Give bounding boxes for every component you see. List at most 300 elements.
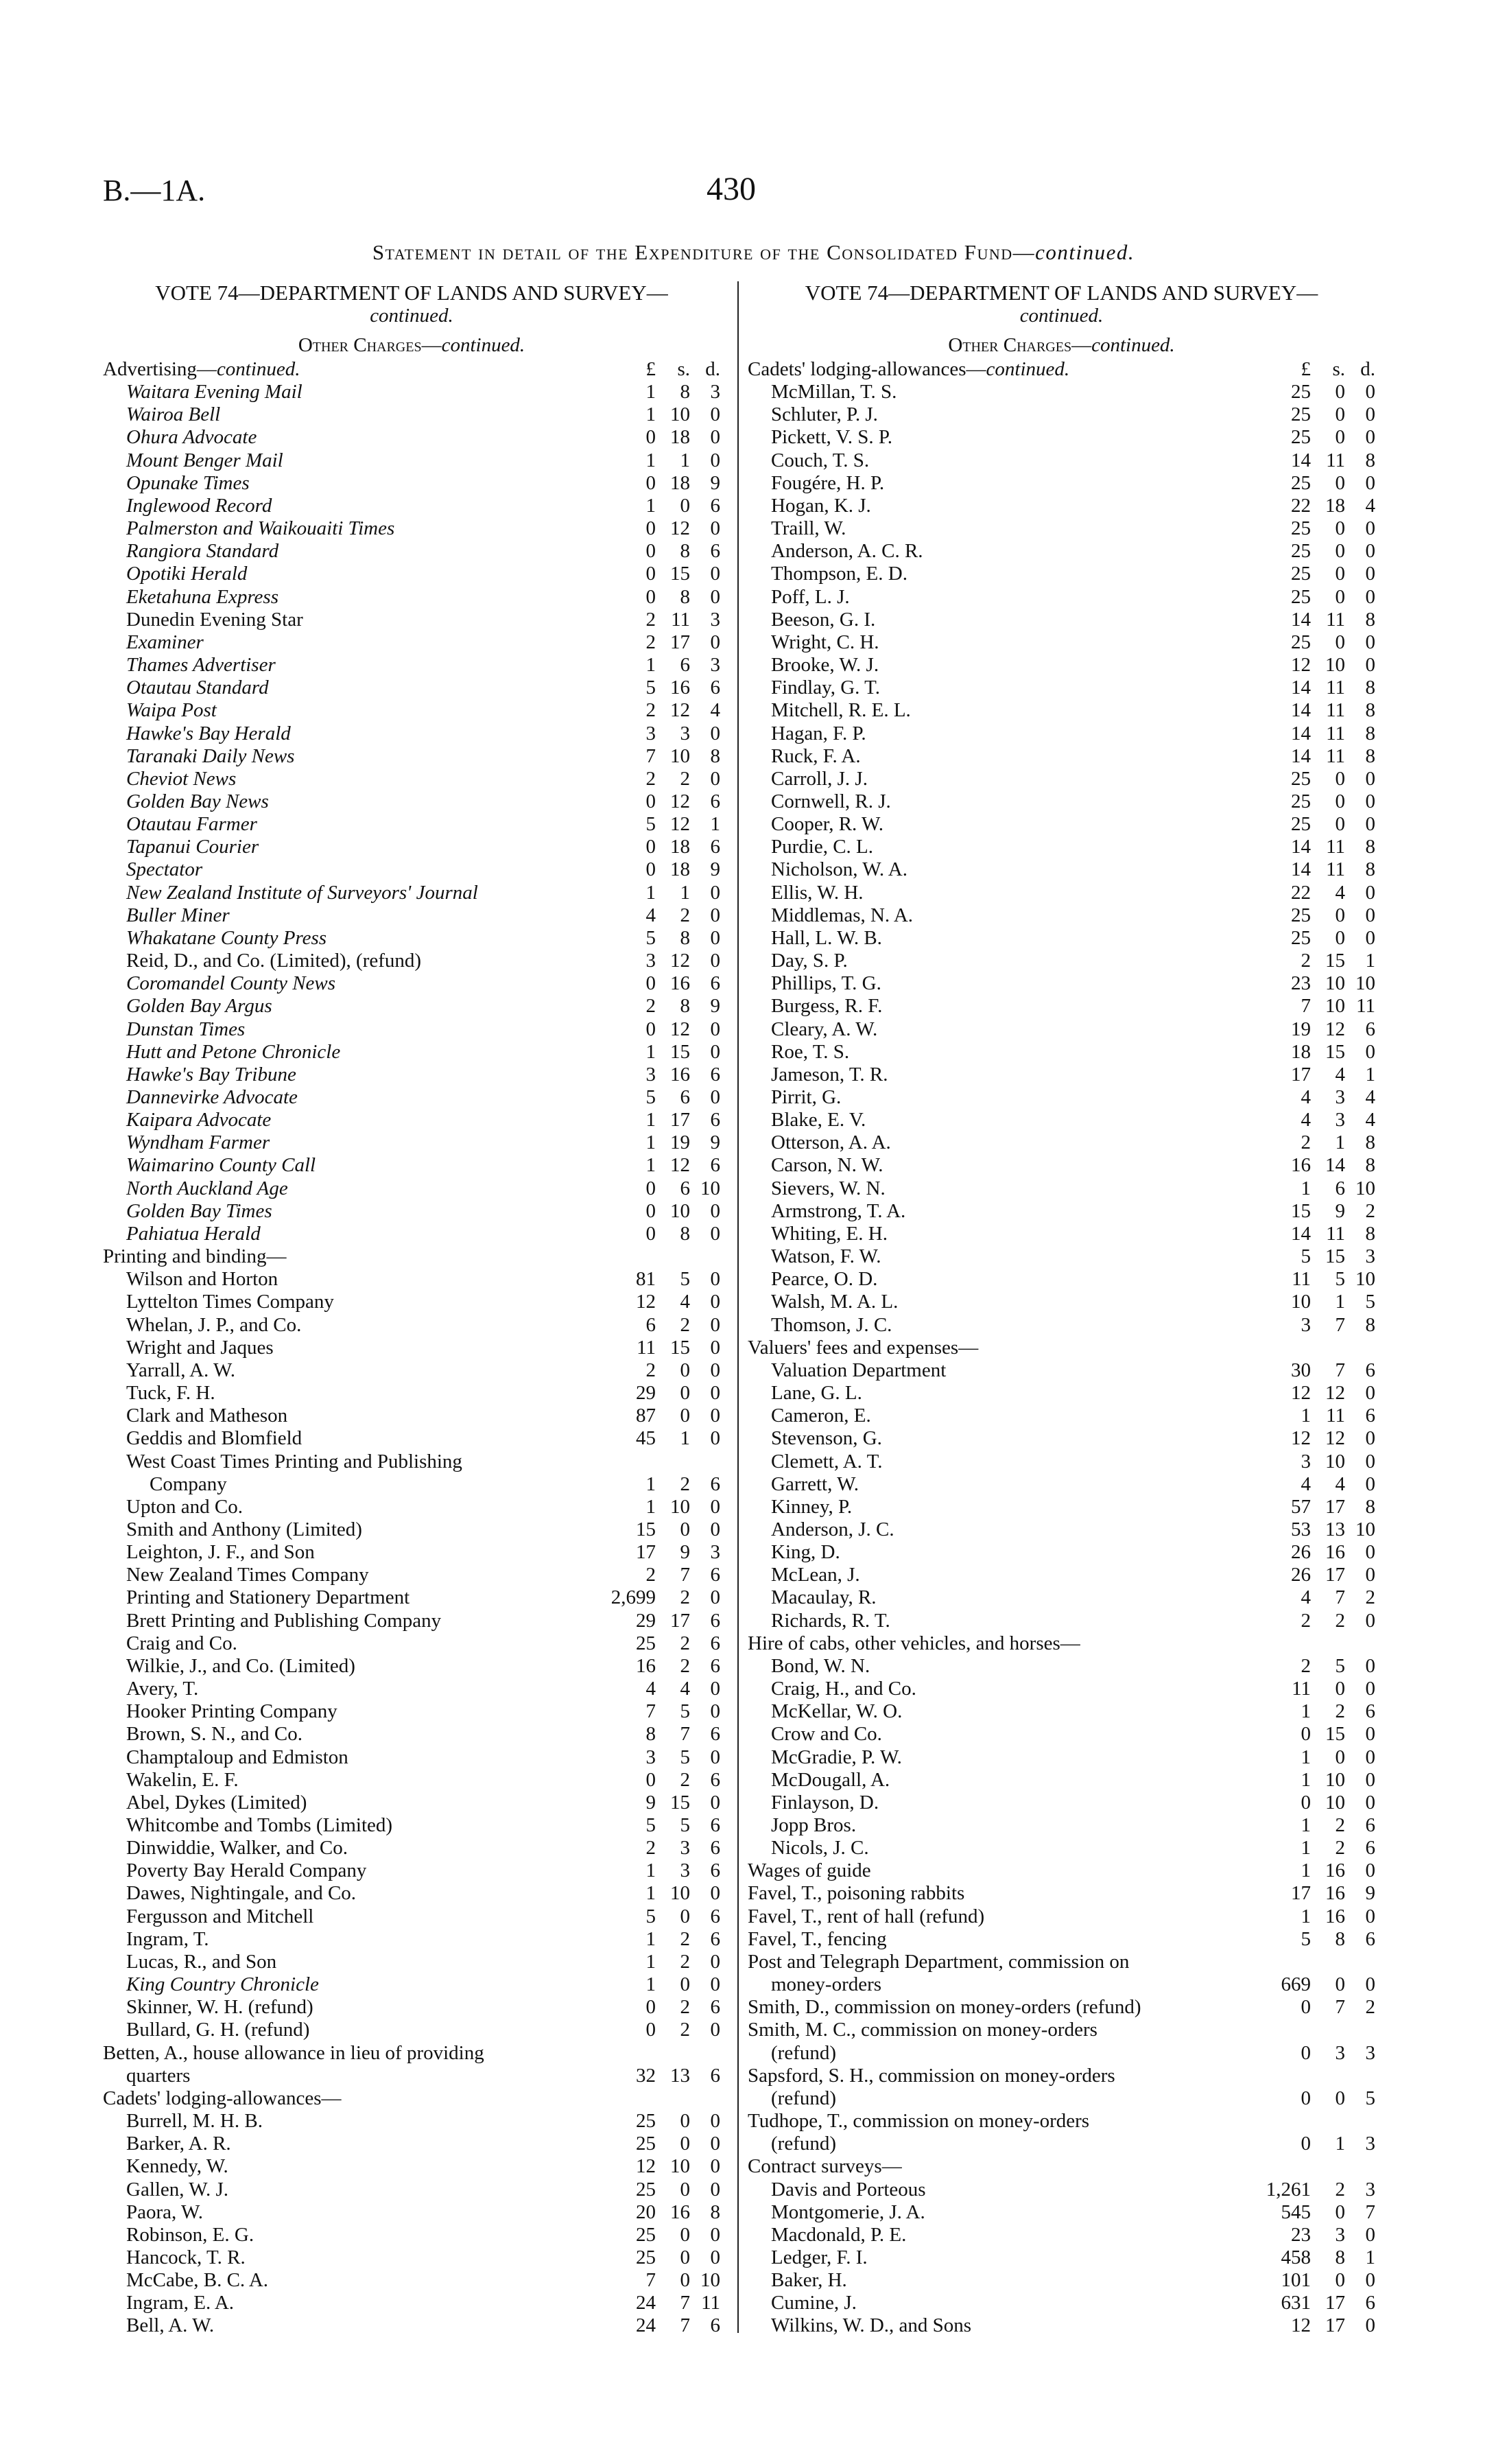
pence-cell: 0 xyxy=(1365,926,1375,949)
right-row xyxy=(748,813,1375,836)
entry-label: Cadets' lodging-allowances— xyxy=(103,2087,342,2109)
shillings-cell: 10 xyxy=(670,2155,690,2178)
shillings-cell: 8 xyxy=(680,1222,690,1245)
right-row xyxy=(748,2246,1375,2269)
shillings-cell: 5 xyxy=(680,1746,690,1768)
shillings-cell: 15 xyxy=(670,1336,690,1359)
pounds-cell: 25 xyxy=(1291,517,1311,540)
pounds-cell: 9 xyxy=(645,1791,656,1814)
pounds-cell: 17 xyxy=(1291,1063,1311,1086)
right-row xyxy=(748,1610,1375,1632)
left-row xyxy=(103,1723,720,1746)
entry-label: Montgomerie, J. A. xyxy=(771,2201,925,2223)
entry-label: Lane, G. L. xyxy=(771,1382,862,1405)
pounds-cell: 5 xyxy=(1301,1245,1311,1268)
pounds-cell: 2 xyxy=(645,1564,656,1586)
pounds-cell: 2 xyxy=(645,631,656,653)
left-row xyxy=(103,1905,720,1928)
entry-label: Whitcombe and Tombs (Limited) xyxy=(126,1814,393,1836)
entry-label: Dunedin Evening Star xyxy=(126,608,303,631)
pence-cell: 0 xyxy=(1365,767,1375,790)
entry-label: Thames Advertiser xyxy=(126,654,276,677)
entry-label: Bell, A. W. xyxy=(126,2314,215,2337)
pounds-cell: 12 xyxy=(1291,1427,1311,1450)
pounds-cell: 4 xyxy=(1301,1109,1311,1131)
shillings-cell: 10 xyxy=(1325,1768,1345,1791)
left-row xyxy=(103,1700,720,1723)
entry-label: Armstrong, T. A. xyxy=(771,1199,906,1222)
left-row xyxy=(103,882,720,904)
right-row xyxy=(748,1541,1375,1564)
pence-cell: 0 xyxy=(710,1746,720,1768)
shillings-cell: 2 xyxy=(680,1996,690,2019)
pounds-cell: 22 xyxy=(1291,494,1311,517)
shillings-cell: 15 xyxy=(1325,1723,1345,1746)
pounds-cell: 87 xyxy=(636,1405,656,1427)
shillings-cell: 0 xyxy=(1335,471,1345,494)
left-row xyxy=(103,1200,720,1223)
left-row xyxy=(103,1131,720,1154)
pounds-cell: 2 xyxy=(645,767,656,790)
entry-label: Company xyxy=(150,1472,227,1495)
pence-cell: 6 xyxy=(1365,1018,1375,1040)
pence-cell: 6 xyxy=(710,1063,720,1086)
entry-label: Poverty Bay Herald Company xyxy=(126,1859,367,1882)
shillings-cell: 10 xyxy=(670,403,690,426)
pence-cell: 3 xyxy=(710,381,720,403)
pounds-cell: 5 xyxy=(645,677,656,699)
shillings-cell: 17 xyxy=(670,1609,690,1632)
pence-cell: 8 xyxy=(1365,1154,1375,1177)
right-row xyxy=(748,995,1375,1018)
shillings-cell: 17 xyxy=(670,631,690,653)
left-row xyxy=(103,768,720,790)
pounds-cell: 25 xyxy=(1291,767,1311,790)
pounds-cell: 3 xyxy=(645,1063,656,1086)
pounds-cell: 2 xyxy=(645,699,656,722)
entry-label: Watson, F. W. xyxy=(771,1245,881,1268)
left-row xyxy=(103,995,720,1018)
entry-label: Wages of guide xyxy=(748,1859,871,1882)
pence-cell: 6 xyxy=(710,540,720,563)
left-row xyxy=(103,495,720,517)
entry-label: Favel, T., poisoning rabbits xyxy=(748,1882,965,1905)
left-row xyxy=(103,1018,720,1041)
pence-cell: 0 xyxy=(1365,1609,1375,1632)
entry-label: Smith, D., commission on money-orders (refund) xyxy=(748,1996,1141,2019)
shillings-cell: 16 xyxy=(670,2201,690,2223)
pounds-cell: 11 xyxy=(1292,1268,1311,1291)
pounds-cell: 29 xyxy=(636,1609,656,1632)
pounds-cell: 1 xyxy=(645,1859,656,1882)
pounds-cell xyxy=(1242,1632,1315,1655)
entry-label: Ingram, T. xyxy=(126,1927,209,1950)
shillings-cell: 10 xyxy=(670,1199,690,1222)
left-row xyxy=(103,904,720,927)
left-row xyxy=(103,1427,720,1450)
entry-label: Palmerston and Waikouaiti Times xyxy=(126,517,395,540)
pounds-cell: 1 xyxy=(645,1040,656,1063)
shillings-cell: 7 xyxy=(1335,1313,1345,1336)
entry-label: Opunake Times xyxy=(126,471,250,494)
entry-label: Barker, A. R. xyxy=(126,2133,231,2155)
right-row xyxy=(748,927,1375,950)
shillings-cell: 10 xyxy=(1325,1791,1345,1814)
left-row xyxy=(103,1451,720,1473)
pence-cell: 4 xyxy=(1365,1086,1375,1108)
left-row xyxy=(103,1314,720,1337)
entry-label: Hutt and Petone Chronicle xyxy=(126,1040,341,1063)
pence-cell xyxy=(690,1245,720,1268)
entry-label: Tuck, F. H. xyxy=(126,1382,215,1405)
document-reference: B.—1A. xyxy=(103,174,206,207)
pounds-cell: 2 xyxy=(1301,950,1311,972)
entry-label: Favel, T., rent of hall (refund) xyxy=(748,1905,985,1927)
shillings-cell xyxy=(1315,2065,1345,2087)
pence-cell: 6 xyxy=(710,494,720,517)
pence-cell: 10 xyxy=(1355,1518,1375,1540)
entry-label: Printing and Stationery Department xyxy=(126,1586,410,1609)
entry-label: Valuation Department xyxy=(771,1359,947,1381)
entry-label: West Coast Times Printing and Publishing xyxy=(126,1450,462,1472)
right-row xyxy=(748,1496,1375,1518)
entry-label: Golden Bay News xyxy=(126,790,269,812)
shillings-cell: 12 xyxy=(670,1018,690,1040)
pounds-cell: 6 xyxy=(645,1313,656,1336)
shillings-cell: 3 xyxy=(1335,1109,1345,1131)
entry-label: Otautau Farmer xyxy=(126,813,257,836)
pence-cell: 2 xyxy=(1365,1586,1375,1609)
pence-cell: 0 xyxy=(710,1268,720,1291)
entry-label: Wakelin, E. F. xyxy=(126,1768,239,1791)
pounds-cell: 1 xyxy=(1301,1768,1311,1791)
left-row xyxy=(103,1064,720,1086)
pounds-cell: 32 xyxy=(636,2064,656,2087)
left-row xyxy=(103,1541,720,1564)
pence-cell xyxy=(1345,2110,1375,2133)
shillings-cell: 5 xyxy=(680,1814,690,1836)
shillings-cell: 5 xyxy=(680,1700,690,1723)
pence-cell: 0 xyxy=(710,1495,720,1518)
left-row xyxy=(103,2110,720,2133)
entry-label: Richards, R. T. xyxy=(771,1609,890,1632)
shillings-cell: 10 xyxy=(670,1882,690,1905)
pence-cell: 0 xyxy=(1365,1472,1375,1495)
pounds-cell: 2,699 xyxy=(610,1586,656,1609)
entry-label: Buller Miner xyxy=(126,904,230,926)
pounds-cell: 1 xyxy=(1301,1405,1311,1427)
right-row xyxy=(748,768,1375,790)
shillings-cell: 15 xyxy=(1325,1040,1345,1063)
shillings-cell: 2 xyxy=(680,1950,690,1973)
pounds-cell: 1 xyxy=(645,1472,656,1495)
pence-cell: 6 xyxy=(710,1927,720,1950)
pounds-cell: 0 xyxy=(645,471,656,494)
pence-cell: 3 xyxy=(1365,2041,1375,2064)
pence-cell: 0 xyxy=(710,926,720,949)
pounds-cell: 14 xyxy=(1291,722,1311,744)
shillings-cell: 0 xyxy=(1335,904,1345,926)
pence-cell: 8 xyxy=(710,744,720,767)
entry-label: Clark and Matheson xyxy=(126,1405,288,1427)
entry-label: Upton and Co. xyxy=(126,1495,243,1518)
right-row xyxy=(748,2019,1375,2041)
pence-cell: 0 xyxy=(710,881,720,904)
pence-cell: 0 xyxy=(1365,540,1375,563)
pence-cell: 6 xyxy=(710,836,720,858)
shillings-cell xyxy=(1315,2155,1345,2178)
pounds-cell xyxy=(587,2042,660,2065)
shillings-cell: 5 xyxy=(1335,1268,1345,1291)
pence-cell: 0 xyxy=(710,1518,720,1540)
pence-cell: 9 xyxy=(1365,1882,1375,1905)
right-row xyxy=(748,2110,1375,2133)
left-row xyxy=(103,1086,720,1109)
pounds-cell: 1 xyxy=(1301,1837,1311,1859)
entry-label: Baker, H. xyxy=(771,2269,847,2292)
pounds-cell: 1 xyxy=(1301,1746,1311,1768)
entry-label: Ellis, W. H. xyxy=(771,881,864,904)
pounds-cell: 17 xyxy=(1291,1882,1311,1905)
pounds-cell xyxy=(1242,1337,1315,1359)
entry-label: Fergusson and Mitchell xyxy=(126,1905,314,1927)
pounds-cell: 1 xyxy=(645,1882,656,1905)
shillings-cell: 1 xyxy=(1335,1131,1345,1154)
shillings-cell: 11 xyxy=(1326,449,1345,471)
pounds-cell: 5 xyxy=(1301,1927,1311,1950)
entry-label: Fougére, H. P. xyxy=(771,471,885,494)
right-row xyxy=(748,2314,1375,2337)
entry-label: (refund) xyxy=(771,2041,837,2064)
right-row xyxy=(748,426,1375,449)
pence-cell xyxy=(1345,2019,1375,2041)
page-number: 430 xyxy=(707,171,756,207)
shillings-cell: 11 xyxy=(1326,722,1345,744)
vote-title-left: VOTE 74—DEPARTMENT OF LANDS AND SURVEY— xyxy=(155,281,668,305)
right-row xyxy=(748,2042,1375,2065)
right-row xyxy=(748,1245,1375,1268)
shillings-cell xyxy=(1315,1951,1345,1973)
entry-label: Betten, A., house allowance in lieu of providing xyxy=(103,2041,484,2064)
pounds-cell: 1 xyxy=(645,1927,656,1950)
pounds-cell: 0 xyxy=(645,517,656,540)
left-row xyxy=(103,1337,720,1359)
pence-cell: 0 xyxy=(710,1678,720,1700)
entry-label: Waimarino County Call xyxy=(126,1154,316,1177)
shillings-cell: 3 xyxy=(1335,2041,1345,2064)
right-row xyxy=(748,1177,1375,1200)
pence-cell: 8 xyxy=(1365,608,1375,631)
right-row xyxy=(748,1859,1375,1882)
pence-cell: 2 xyxy=(1365,1996,1375,2019)
entry-label: Golden Bay Times xyxy=(126,1199,272,1222)
shillings-cell: 12 xyxy=(670,699,690,722)
left-row xyxy=(103,1655,720,1678)
entry-label: Cameron, E. xyxy=(771,1405,871,1427)
shillings-cell: 2 xyxy=(1335,1814,1345,1836)
entry-label: Thomson, J. C. xyxy=(771,1313,892,1336)
pence-cell: 0 xyxy=(710,950,720,972)
shillings-cell: 12 xyxy=(1325,1018,1345,1040)
shillings-cell: 0 xyxy=(680,2110,690,2133)
left-row xyxy=(103,472,720,495)
pounds-cell: 20 xyxy=(636,2201,656,2223)
pence-cell xyxy=(690,2087,720,2110)
entry-label: Whelan, J. P., and Co. xyxy=(126,1313,302,1336)
right-row xyxy=(748,2269,1375,2292)
pounds-cell: 25 xyxy=(636,2133,656,2155)
pounds-cell: 0 xyxy=(645,1199,656,1222)
pence-cell: 0 xyxy=(710,426,720,449)
left-row xyxy=(103,426,720,449)
shillings-cell: 11 xyxy=(1326,1405,1345,1427)
pence-cell: 8 xyxy=(1365,1222,1375,1245)
shillings-cell: 0 xyxy=(1335,1746,1345,1768)
pence-cell: 6 xyxy=(710,677,720,699)
pounds-cell: 1 xyxy=(645,449,656,471)
shillings-cell: 12 xyxy=(670,517,690,540)
right-row xyxy=(748,1586,1375,1609)
expenditure-table-left xyxy=(103,358,720,2338)
shillings-cell: 4 xyxy=(1335,1063,1345,1086)
entry-label: Cumine, J. xyxy=(771,2292,857,2314)
left-row xyxy=(103,517,720,540)
shillings-cell xyxy=(660,1245,690,1268)
shillings-cell: 7 xyxy=(680,2314,690,2337)
entry-label: Cooper, R. W. xyxy=(771,813,883,836)
entry-label: Nicholson, W. A. xyxy=(771,858,907,881)
pence-cell: 0 xyxy=(1365,1973,1375,1996)
right-column xyxy=(748,281,1375,2338)
pounds-cell: 0 xyxy=(645,563,656,585)
pence-cell: 0 xyxy=(1365,1564,1375,1586)
right-row xyxy=(748,1131,1375,1154)
pounds-cell: 3 xyxy=(1301,1313,1311,1336)
entry-label: Jopp Bros. xyxy=(771,1814,857,1836)
pence-cell: 0 xyxy=(1365,654,1375,677)
right-row xyxy=(748,1973,1375,1996)
pence-cell: 0 xyxy=(1365,1746,1375,1768)
pence-cell: 0 xyxy=(710,2246,720,2268)
pounds-cell: 17 xyxy=(636,1541,656,1564)
pence-cell: 9 xyxy=(710,858,720,881)
left-row xyxy=(103,1109,720,1131)
shillings-cell: 8 xyxy=(680,381,690,403)
entry-label: Poff, L. J. xyxy=(771,585,850,608)
pence-cell: 6 xyxy=(1365,1927,1375,1950)
pounds-cell: 4 xyxy=(1301,1086,1311,1108)
shillings-cell: 19 xyxy=(670,1131,690,1154)
pence-cell: 8 xyxy=(710,2201,720,2223)
pounds-cell: 0 xyxy=(645,585,656,608)
right-row xyxy=(748,1291,1375,1313)
pounds-cell xyxy=(587,2087,660,2110)
pounds-cell: 7 xyxy=(645,744,656,767)
entry-label: Dinwiddie, Walker, and Co. xyxy=(126,1837,348,1859)
entry-label: North Auckland Age xyxy=(126,1177,288,1199)
entry-label: Brown, S. N., and Co. xyxy=(126,1723,302,1746)
entry-label: Wilkie, J., and Co. (Limited) xyxy=(126,1654,355,1677)
entry-label: Golden Bay Argus xyxy=(126,995,272,1018)
pounds-cell: 7 xyxy=(1301,995,1311,1018)
shillings-cell: 10 xyxy=(1325,1450,1345,1472)
entry-label: Abel, Dykes (Limited) xyxy=(126,1791,307,1814)
right-row xyxy=(748,609,1375,631)
pence-cell: 10 xyxy=(700,2269,720,2292)
left-row xyxy=(103,1473,720,1496)
entry-label: Middlemas, N. A. xyxy=(771,904,914,926)
pounds-cell: 1 xyxy=(645,1495,656,1518)
shillings-cell: 0 xyxy=(1335,517,1345,540)
shillings-cell: 0 xyxy=(1335,381,1345,403)
entry-label: (refund) xyxy=(771,2133,837,2155)
right-row xyxy=(748,1064,1375,1086)
left-row xyxy=(103,2065,720,2087)
right-row xyxy=(748,540,1375,563)
right-row xyxy=(748,449,1375,472)
pounds-cell: 53 xyxy=(1291,1518,1311,1540)
left-row xyxy=(103,1973,720,1996)
right-row xyxy=(748,1405,1375,1427)
entry-label: King, D. xyxy=(771,1541,840,1564)
pounds-cell: 0 xyxy=(1301,2087,1311,2109)
entry-label: Dawes, Nightingale, and Co. xyxy=(126,1882,357,1905)
pence-cell: 3 xyxy=(1365,2133,1375,2155)
shillings-cell: 8 xyxy=(680,926,690,949)
pence-cell: 8 xyxy=(1365,1131,1375,1154)
pounds-cell: 10 xyxy=(1291,1291,1311,1313)
left-row xyxy=(103,609,720,631)
left-row xyxy=(103,1245,720,1268)
pence-cell: 8 xyxy=(1365,836,1375,858)
shillings-cell: 15 xyxy=(670,1040,690,1063)
entry-label: Beeson, G. I. xyxy=(771,608,876,631)
pounds-cell: 1 xyxy=(645,494,656,517)
pounds-cell: 0 xyxy=(645,858,656,881)
right-row xyxy=(748,2065,1375,2087)
shillings-cell: 3 xyxy=(680,1859,690,1882)
right-row xyxy=(748,1200,1375,1223)
entry-label: Avery, T. xyxy=(126,1678,199,1700)
entry-label: Roe, T. S. xyxy=(771,1040,850,1063)
shillings-cell: 0 xyxy=(1335,926,1345,949)
shillings-cell: 12 xyxy=(670,1154,690,1177)
pounds-cell: 14 xyxy=(1291,836,1311,858)
pence-cell: 0 xyxy=(710,2178,720,2201)
shillings-cell: 11 xyxy=(1326,836,1345,858)
shillings-cell xyxy=(1315,1632,1345,1655)
pence-cell: 0 xyxy=(710,2155,720,2178)
entry-label: Clemett, A. T. xyxy=(771,1450,883,1472)
shillings-cell: 16 xyxy=(670,972,690,995)
pence-cell: 6 xyxy=(710,1837,720,1859)
pounds-cell: 1 xyxy=(1301,1177,1311,1199)
pounds-cell: 14 xyxy=(1291,1222,1311,1245)
shillings-cell: 0 xyxy=(680,1905,690,1927)
pence-cell: 0 xyxy=(710,631,720,653)
pounds-cell xyxy=(1242,2065,1315,2087)
pounds-cell: 16 xyxy=(636,1654,656,1677)
shillings-cell: 11 xyxy=(1326,858,1345,881)
pounds-cell: 0 xyxy=(1301,1996,1311,2019)
right-row xyxy=(748,972,1375,995)
entry-label: Mitchell, R. E. L. xyxy=(771,699,911,722)
shillings-cell: 17 xyxy=(1325,1495,1345,1518)
shillings-cell: 0 xyxy=(680,1382,690,1405)
entry-label: Kaipara Advocate xyxy=(126,1109,272,1131)
pence-cell: 0 xyxy=(1365,1450,1375,1472)
entry-label: Kinney, P. xyxy=(771,1495,853,1518)
